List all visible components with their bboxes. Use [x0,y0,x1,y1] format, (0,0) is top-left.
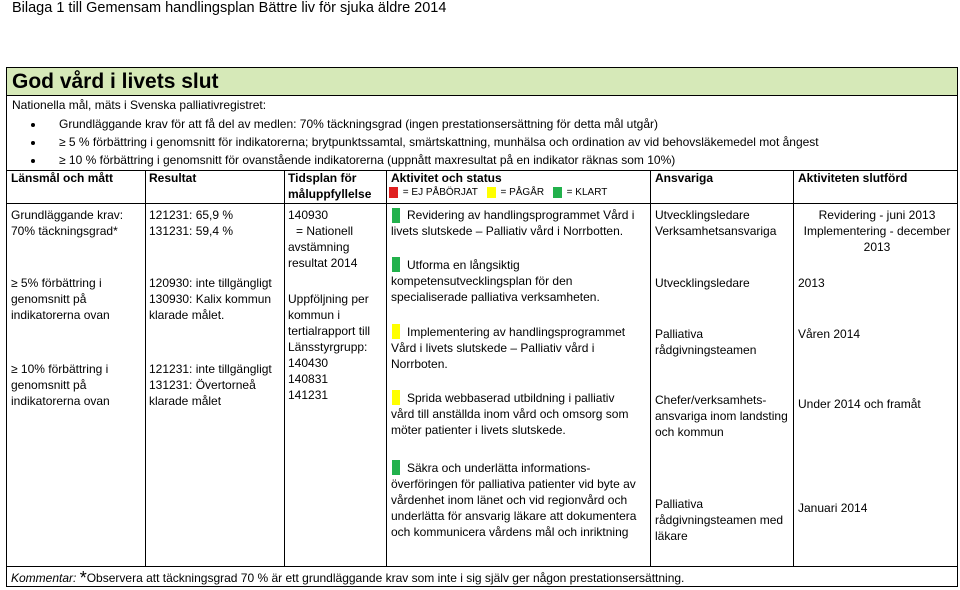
yellow-status-swatch-icon [487,187,496,198]
title-band [7,68,957,96]
column-header-tidsplan-2: måluppfyllelse [288,187,372,201]
column-divider [650,170,651,566]
ansvariga-cell: Utvecklingsledare Verksamhetsansvariga [655,208,777,238]
page-title: God vård i livets slut [12,70,219,93]
column-header-resultat: Resultat [149,171,197,185]
ansvariga-cell: Chefer/verksamhets- ansvariga inom landsting och kommun [655,393,788,439]
slutford-cell: Under 2014 och framåt [798,397,921,411]
red-status-swatch-icon [389,187,398,198]
slutford-cell: Våren 2014 [798,327,861,341]
resultat-cell: 120930: inte tillgängligt 130930: Kalix kommun klarade målet. [149,276,272,322]
status-legend: = EJ PÅBÖRJAT = PÅGÅR = KLART [389,187,607,198]
column-header-tidsplan: Tidsplan för [288,171,357,185]
footer-comment: Kommentar: *Observera att täckningsgrad 70 % är ett grundläggande krav som inte i sig själv ger någon prestationsersättning. [11,568,685,588]
bullet-dot-icon [31,159,35,163]
tidsplan-cell: Uppföljning per kommun i tertialrapport till Länsstyrgrupp: 140430 140831 141231 [288,292,371,402]
bullet-dot-icon [31,123,35,127]
row-divider [7,170,957,171]
ansvariga-cell: Palliativa rådgivningsteamen [655,327,757,357]
aktivitet-cell: Sprida webbaserad utbildning i palliativ vård till anställda inom vård och omsorg som möter patienter i livets slutskede. [391,391,629,437]
ansvariga-cell: Utvecklingsledare [655,276,750,290]
intro-line: Nationella mål, mäts i Svenska palliativregistret: [12,98,267,112]
aktivitet-cell: Säkra och underlätta informations- överföringen för palliativa patienter vid byte av vårdenhet inom länet och vid regionvård och underlätta för ansvarig läkare att dokumentera och kommunicera vårdens mål och inriktning [391,461,637,539]
row-divider [7,566,957,567]
row-divider [7,203,957,204]
lansmal-cell: ≥ 5% förbättring i genomsnitt på indikatorerna ovan [11,276,110,322]
slutford-cell: Revidering - juni 2013 Implementering - december 2013 [803,208,951,254]
bullet-dot-icon [31,141,35,145]
slutford-cell: Januari 2014 [798,501,868,515]
resultat-cell: 121231: inte tillgängligt 131231: Övertorneå klarade målet [149,362,272,408]
green-status-swatch-icon [553,187,562,198]
aktivitet-cell: Utforma en långsiktig kompetensutvecklingsplan för den specialiserade palliativa verksamheten. [391,258,600,304]
slutford-cell: 2013 [798,276,825,290]
ansvariga-cell: Palliativa rådgivningsteamen med läkare [655,497,784,543]
aktivitet-cell: Revidering av handlingsprogrammet Vård i livets slutskede – Palliativ vård i Norrbotten. [391,208,635,238]
column-divider [386,170,387,566]
column-header-ansvariga: Ansvariga [655,171,714,185]
column-divider [145,170,146,566]
action-plan-table: God vård i livets slut Nationella mål, mäts i Svenska palliativregistret: Grundläggande krav för att få del av medlen: 70% täckningsgrad (ingen prestationsersättning för detta mål utgår) ≥ 5 % förbättring i genomsnitt för indikatorerna; brytpunktssamtal, smärtskattning, munhälsa och ordination av vid behovsläkemedel mot ångest ≥ 10 % förbättring i genomsnitt för ovanstående indikatorerna (uppnått maxresultat på en indikator räknas som 10%) Länsmål och mått Resultat Tidsplan för måluppfyllelse Aktivitet och status Ansvariga Aktiviteten slutförd = EJ PÅBÖRJAT = PÅGÅR = KLART Grundläggande krav: 70% täckningsgrad* ≥ 5% förbättring i genomsnitt på indikatorerna ovan ≥ 10% förbättring i genomsnitt på indikatorerna ovan 121231: 65,9 % 131231: 59,4 % 120930: inte tillgängligt 130930: Kalix kommun klarade målet. 121231: inte tillgängligt 131231: Övertorneå klarade målet 140930 = Nationell avstämning resultat 2014 Uppföljning per kommun i tertialrapport till Länsstyrgrupp: 140430 140831 141231 Revidering av handlingsprogrammet Vård i livets slutskede – Palliativ vård i Norrbotten. Utforma en långsiktig kompetensutvecklingsplan för den specialiserade palliativa verksamheten. Implementering av handlingsprogrammet Vård i livets slutskede – Palliativ vård i Norrboten. Sprida webbaserad utbildning i palliativ vård till anställda inom vård och omsorg som möter patienter i livets slutskede. Säkra och underlätta informations- överföringen för palliativa patienter vid byte av vårdenhet inom länet och vid regionvård och underlätta för ansvarig läkare att dokumentera och kommunicera vårdens mål och inriktning Utvecklingsledare Verksamhetsansvariga Utvecklingsledare Palliativa rådgivningsteamen Chefer/verksamhets- ansvariga inom landsting och kommun Palliativa rådgivningsteamen med läkare Revidering - juni 2013 Implementering - december 2013 2013 Våren 2014 Under 2014 och framåt Januari 2014 Kommentar: *Observera att täckningsgrad 70 % är ett grundläggande krav som inte i sig själv ger någon prestationsersättning. [6,67,958,587]
aktivitet-cell: Implementering av handlingsprogrammet Vård i livets slutskede – Palliativ vård i Norrboten. [391,325,626,371]
lansmal-cell: Grundläggande krav: 70% täckningsgrad* [11,208,124,238]
column-header-lansmal: Länsmål och mått [11,171,114,185]
column-divider [793,170,794,566]
page-header: Bilaga 1 till Gemensam handlingsplan Bättre liv för sjuka äldre 2014 [12,0,447,16]
column-header-slutford: Aktiviteten slutförd [798,171,908,185]
column-header-aktivitet: Aktivitet och status [391,171,502,185]
tidsplan-cell: 140930 = Nationell avstämning resultat 2014 [288,208,358,270]
resultat-cell: 121231: 65,9 % 131231: 59,4 % [149,208,234,238]
lansmal-cell: ≥ 10% förbättring i genomsnitt på indikatorerna ovan [11,362,110,408]
column-divider [284,170,285,566]
